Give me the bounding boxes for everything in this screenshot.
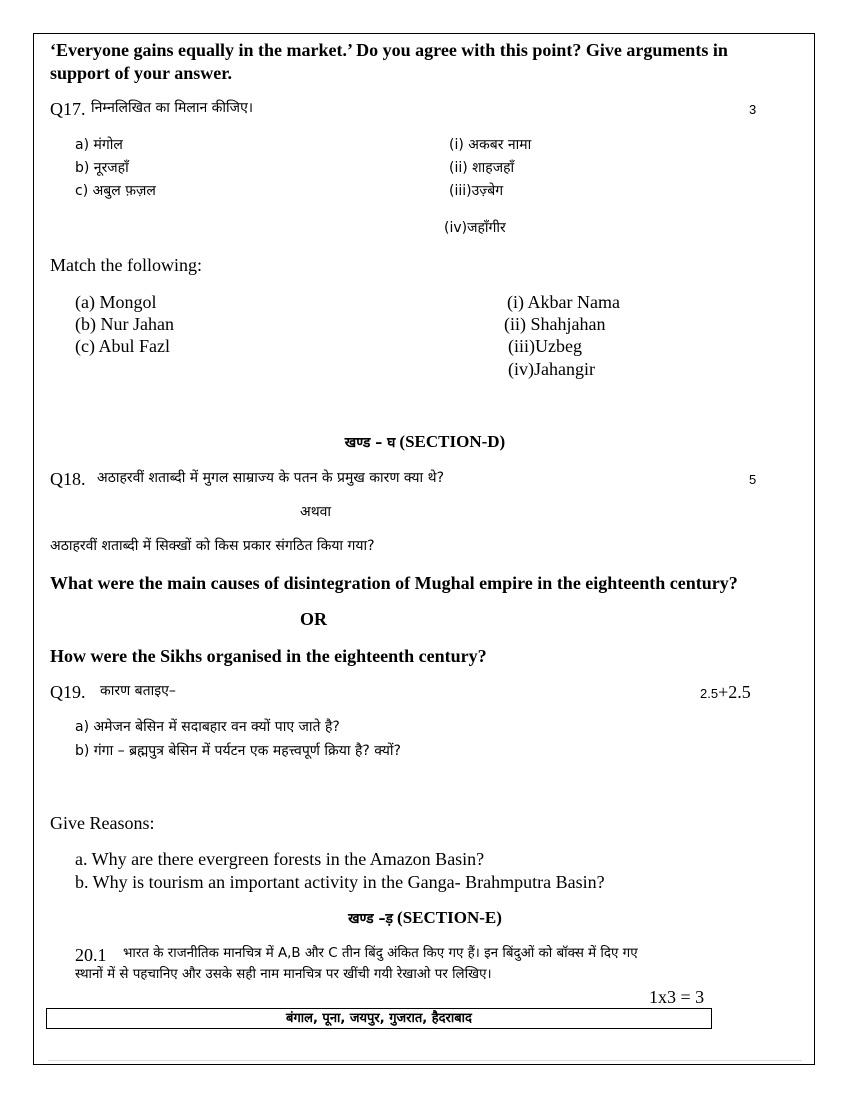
q19-english-item-a: a. Why are there evergreen forests in the Amazon Basin? <box>75 849 485 869</box>
q19-number: Q19. <box>50 682 86 702</box>
q17-hindi-left-c: c) अबुल फ़ज़ल <box>75 183 156 199</box>
q19-english-prompt: Give Reasons: <box>50 813 155 833</box>
q17-english-right-iii: (iii)Uzbeg <box>508 336 582 356</box>
section-d-heading-hindi: खण्ड – घ <box>344 435 396 451</box>
q19-hindi-item-b: b) गंगा – ब्रह्मपुत्र बेसिन में पर्यटन एक महत्त्वपूर्ण क्रिया है? क्यों? <box>75 743 401 759</box>
q18-english-or: OR <box>300 609 327 629</box>
q20-marks: 1x3 = 3 <box>649 987 705 1007</box>
q17-hindi-left-b: b) नूरजहाँ <box>75 160 129 176</box>
q17-english-left-b: (b) Nur Jahan <box>75 314 174 334</box>
q20-number: 20.1 <box>75 945 107 965</box>
q18-english-question-1: What were the main causes of disintegration of Mughal empire in the eighteenth century? <box>50 573 738 593</box>
q17-hindi-right-iii: (iii)उज़्बेग <box>449 183 504 199</box>
section-d-heading <box>0 432 850 452</box>
section-e-heading-english: (SECTION-E) <box>397 908 502 927</box>
q16-line-1: ‘Everyone gains equally in the market.’ Do you agree with this point? Give arguments in <box>50 40 728 60</box>
q17-hindi-right-i: (i) अकबर नामा <box>449 137 532 153</box>
q18-hindi-or: अथवा <box>300 504 332 520</box>
q17-english-prompt: Match the following: <box>50 255 202 275</box>
q17-english-left-a: (a) Mongol <box>75 292 157 312</box>
section-e-heading <box>0 908 850 928</box>
q19-hindi-item-a: a) अमेजन बेसिन में सदाबहार वन क्यों पाए जाते है? <box>75 719 340 735</box>
q19-marks-small: 2.5 <box>700 686 719 701</box>
q18-english-question-2: How were the Sikhs organised in the eighteenth century? <box>50 646 487 666</box>
q17-marks: 3 <box>749 102 757 117</box>
q17-english-right-ii: (ii) Shahjahan <box>504 314 606 334</box>
section-e-heading-hindi: खण्ड –ड़ <box>348 911 394 927</box>
q20-places-box: बंगाल, पूना, जयपुर, गुजरात, हैदराबाद <box>46 1008 712 1029</box>
q18-hindi-question-2: अठाहरवीं शताब्दी में सिक्खों को किस प्रकार संगठित किया गया? <box>50 538 375 554</box>
q17-hindi-left-a: a) मंगोल <box>75 137 123 153</box>
q19-hindi-prompt: कारण बताइए– <box>100 683 176 699</box>
footer-rule <box>48 1060 802 1061</box>
q16-line-2: support of your answer. <box>50 63 233 83</box>
q17-english-right-iv: (iv)Jahangir <box>508 359 595 379</box>
q17-english-right-i: (i) Akbar Nama <box>507 292 620 312</box>
q18-number: Q18. <box>50 469 86 489</box>
q18-hindi-question-1: अठाहरवीं शताब्दी में मुगल साम्राज्य के पतन के प्रमुख कारण क्या थे? <box>97 470 444 486</box>
q19-marks <box>700 682 751 703</box>
section-d-heading-english: (SECTION-D) <box>399 432 506 451</box>
q19-english-item-b: b. Why is tourism an important activity in the Ganga- Brahmputra Basin? <box>75 872 605 892</box>
q17-english-left-c: (c) Abul Fazl <box>75 336 170 356</box>
q18-marks: 5 <box>749 472 757 487</box>
q17-hindi-right-iv: (iv)जहाँगीर <box>444 220 506 236</box>
q19-marks-large: +2.5 <box>718 682 751 702</box>
q20-line-2: स्थानों में से पहचानिए और उसके सही नाम मानचित्र पर खींची गयी रेखाओ पर लिखिए। <box>75 967 492 982</box>
q20-line-1: भारत के राजनीतिक मानचित्र में A,B और C तीन बिंदु अंकित किए गए हैं। इन बिंदुओं को बॉक्स में दिए गए <box>123 946 638 961</box>
q17-hindi-right-ii: (ii) शाहजहाँ <box>449 160 515 176</box>
q17-hindi-prompt: निम्नलिखित का मिलान कीजिए। <box>91 100 254 116</box>
q17-number: Q17. <box>50 99 86 119</box>
